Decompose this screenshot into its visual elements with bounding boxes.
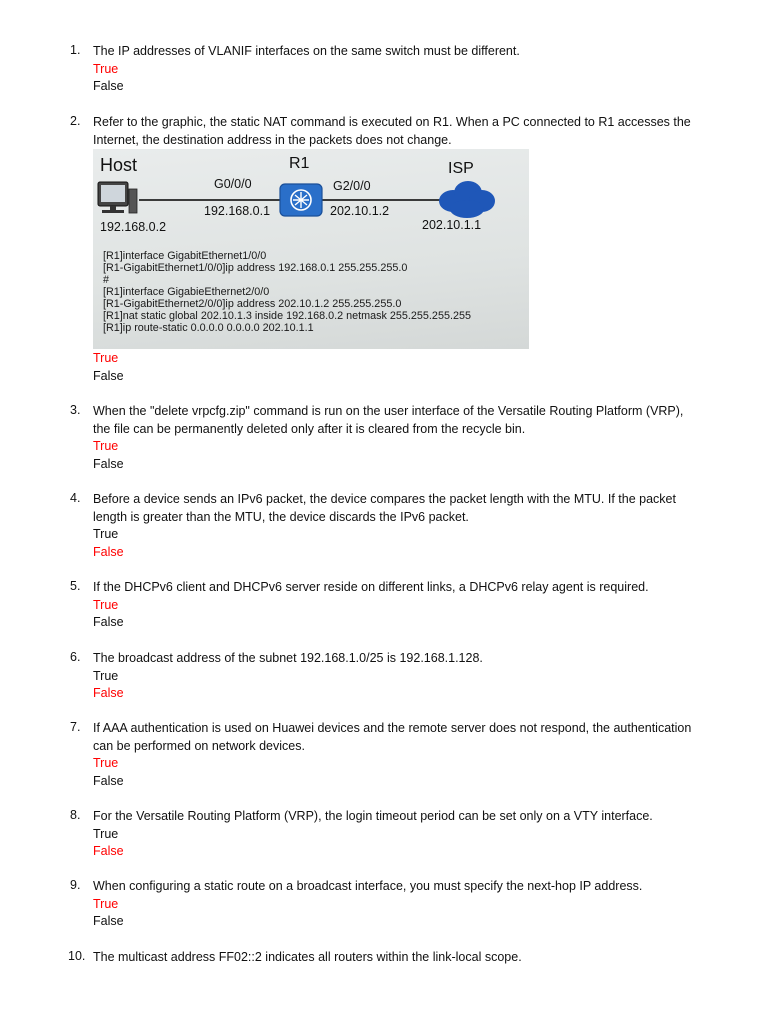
isp-cloud-icon — [439, 181, 495, 218]
command-line: # — [103, 274, 110, 286]
option-false: False — [93, 544, 124, 559]
option-false: False — [93, 79, 124, 94]
question-number: 2. — [70, 114, 81, 128]
question-number: 7. — [70, 720, 81, 734]
network-diagram-figure — [93, 149, 529, 349]
question-number: 4. — [70, 491, 81, 505]
host-pc-icon — [98, 182, 137, 213]
option-true: True — [93, 896, 119, 911]
host-label: Host — [100, 155, 138, 175]
command-line: [R1]interface GigabitEthernet1/0/0 — [103, 250, 267, 262]
interface-g000-label: G0/0/0 — [214, 177, 252, 191]
question-number: 3. — [70, 403, 81, 417]
command-line: [R1]nat static global 202.10.1.3 inside 192.168.0.2 netmask 255.255.255.255 — [103, 310, 471, 322]
option-false: False — [93, 686, 124, 701]
router-icon — [280, 184, 322, 216]
ip-g000-label: 192.168.0.1 — [204, 204, 271, 218]
option-false: False — [93, 456, 124, 471]
option-true: True — [93, 61, 119, 76]
interface-g200-label: G2/0/0 — [333, 179, 371, 193]
command-line: [R1]interface GigabieEthernet2/0/0 — [103, 286, 270, 298]
question-number: 1. — [70, 43, 81, 57]
question-number: 6. — [70, 650, 81, 664]
question-text: If the DHCPv6 client and DHCPv6 server reside on different links, a DHCPv6 relay agent is required. — [93, 580, 649, 594]
option-false: False — [93, 773, 124, 788]
option-false: False — [93, 844, 124, 859]
question-text: When configuring a static route on a broadcast interface, you must specify the next-hop IP address. — [93, 879, 643, 893]
option-false: False — [93, 368, 124, 383]
question-text: For the Versatile Routing Platform (VRP), the login timeout period can be set only on a VTY interface. — [93, 809, 653, 823]
question-number: 10. — [68, 949, 86, 963]
question-text: Refer to the graphic, the static NAT command is executed on R1. When a PC connected to R1 accesses the Internet, the destination address in the packets does not change. — [93, 115, 691, 147]
option-true: True — [93, 826, 119, 841]
option-true: True — [93, 597, 119, 612]
ip-g200-label: 202.10.1.2 — [330, 204, 390, 218]
option-true: True — [93, 668, 119, 683]
question-text: Before a device sends an IPv6 packet, the device compares the packet length with the MTU. If the packet length is greater than the MTU, the device discards the IPv6 packet. — [93, 492, 676, 524]
command-line: [R1-GigabitEthernet1/0/0]ip address 192.168.0.1 255.255.255.0 — [103, 262, 408, 274]
isp-label: ISP — [448, 160, 474, 177]
command-line: [R1]ip route-static 0.0.0.0 0.0.0.0 202.10.1.1 — [103, 322, 314, 334]
question-text: When the "delete vrpcfg.zip" command is run on the user interface of the Versatile Routing Platform (VRP), the file can be permanently deleted only after it is cleared from the recycle bin. — [93, 404, 684, 436]
question-text: If AAA authentication is used on Huawei devices and the remote server does not respond, the authentication can be performed on network devices. — [93, 721, 692, 753]
option-true: True — [93, 439, 119, 454]
option-true: True — [93, 756, 119, 771]
question-number: 8. — [70, 808, 81, 822]
question-text: The broadcast address of the subnet 192.168.1.0/25 is 192.168.1.128. — [93, 651, 483, 665]
question-text: The multicast address FF02::2 indicates all routers within the link-local scope. — [93, 950, 522, 964]
ip-isp-label: 202.10.1.1 — [422, 218, 482, 232]
ip-host-label: 192.168.0.2 — [100, 220, 167, 234]
router-label: R1 — [289, 155, 310, 172]
question-text: The IP addresses of VLANIF interfaces on the same switch must be different. — [93, 44, 520, 58]
command-line: [R1-GigabitEthernet2/0/0]ip address 202.10.1.2 255.255.255.0 — [103, 298, 402, 310]
option-false: False — [93, 615, 124, 630]
question-number: 5. — [70, 579, 81, 593]
option-false: False — [93, 914, 124, 929]
question-number: 9. — [70, 878, 81, 892]
option-true: True — [93, 351, 119, 365]
option-true: True — [93, 527, 119, 542]
